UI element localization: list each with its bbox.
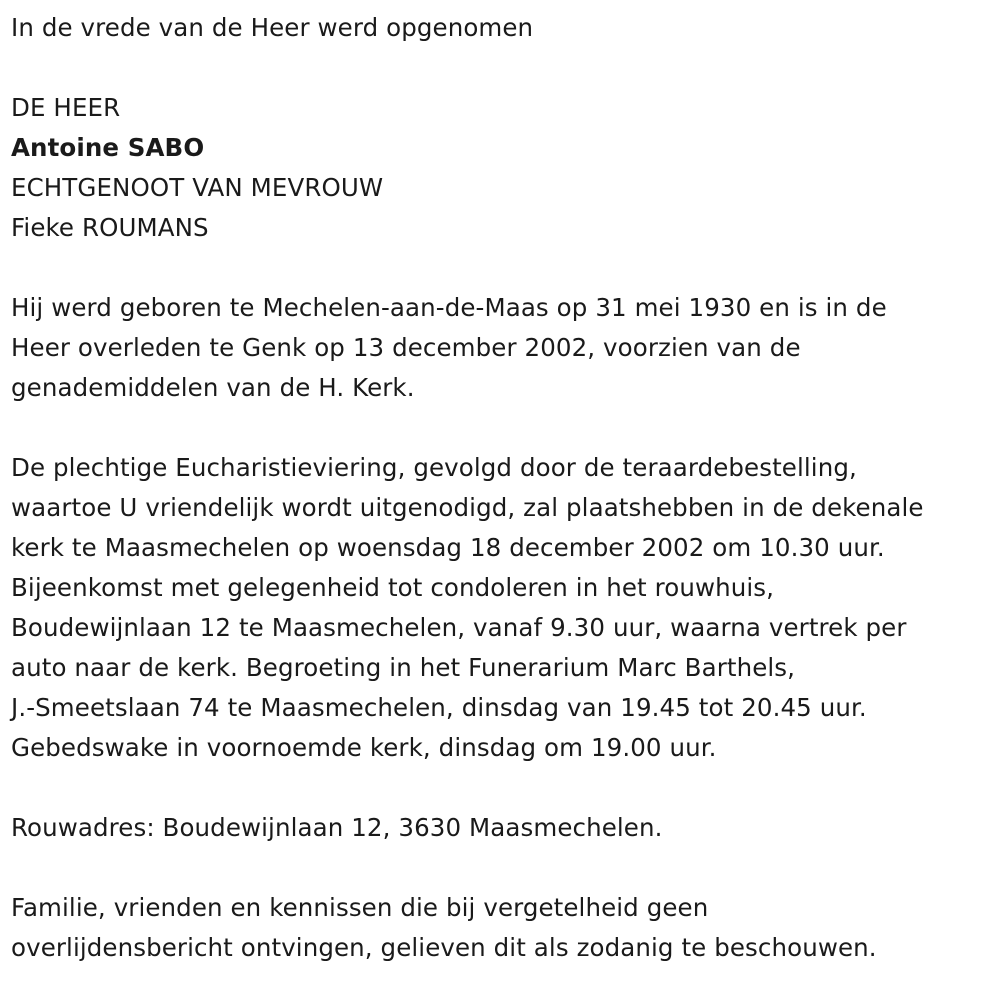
spacer	[11, 48, 996, 88]
paragraph-line: J.-Smeetslaan 74 te Maasmechelen, dinsdag van 19.45 tot 20.45 uur.	[11, 693, 867, 722]
obituary-notice	[11, 8, 996, 968]
spacer	[11, 408, 996, 448]
paragraph-line: Gebedswake in voornoemde kerk, dinsdag om 19.00 uur.	[11, 733, 717, 762]
relation-line: ECHTGENOOT VAN MEVROUW	[11, 173, 384, 202]
paragraph-line: Familie, vrienden en kennissen die bij vergetelheid geen	[11, 893, 709, 922]
deceased-name: Antoine SABO	[11, 133, 205, 162]
ceremony-paragraph	[11, 448, 996, 768]
paragraph-line: auto naar de kerk. Begroeting in het Funerarium Marc Barthels,	[11, 653, 796, 682]
paragraph-line: De plechtige Eucharistieviering, gevolgd door de teraardebestelling,	[11, 453, 857, 482]
spacer	[11, 768, 996, 808]
paragraph-line: Bijeenkomst met gelegenheid tot condoleren in het rouwhuis,	[11, 573, 775, 602]
paragraph-line: Boudewijnlaan 12 te Maasmechelen, vanaf 9.30 uur, waarna vertrek per	[11, 613, 907, 642]
paragraph-line: Hij werd geboren te Mechelen-aan-de-Maas op 31 mei 1930 en is in de	[11, 293, 887, 322]
spacer	[11, 848, 996, 888]
paragraph-line: kerk te Maasmechelen op woensdag 18 december 2002 om 10.30 uur.	[11, 533, 885, 562]
spacer	[11, 248, 996, 288]
closing-paragraph	[11, 888, 996, 968]
paragraph-line: Heer overleden te Genk op 13 december 2002, voorzien van de	[11, 333, 801, 362]
paragraph-line: waartoe U vriendelijk wordt uitgenodigd, zal plaatshebben in de dekenale	[11, 493, 924, 522]
spouse-name: Fieke ROUMANS	[11, 213, 209, 242]
paragraph-line: genademiddelen van de H. Kerk.	[11, 373, 415, 402]
birth-death-paragraph	[11, 288, 996, 408]
mourning-address: Rouwadres: Boudewijnlaan 12, 3630 Maasmechelen.	[11, 813, 663, 842]
intro-line: In de vrede van de Heer werd opgenomen	[11, 13, 534, 42]
deceased-title: DE HEER	[11, 93, 121, 122]
paragraph-line: overlijdensbericht ontvingen, gelieven dit als zodanig te beschouwen.	[11, 933, 877, 962]
